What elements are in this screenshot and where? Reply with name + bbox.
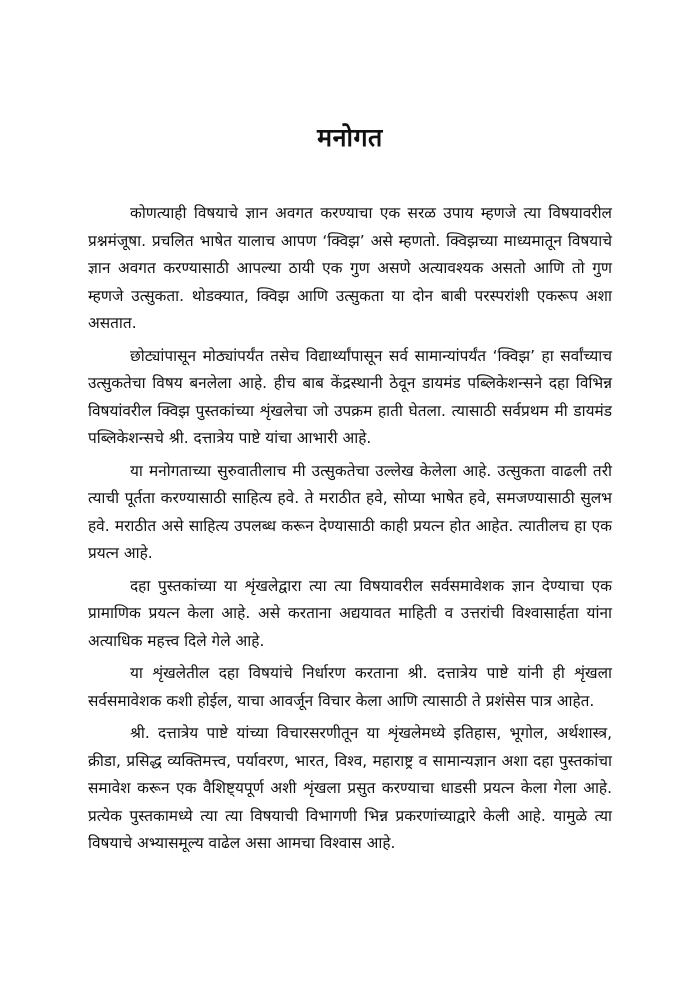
body-text [88, 200, 612, 858]
paragraph-2: छोट्यांपासून मोठ्यांपर्यंत तसेच विद्यार्थ्यांपासून सर्व सामान्यांपर्यंत ‘क्विझ’ हा सर्वांच्याच उत्सुकतेचा विषय बनलेला आहे. हीच बाब केंद्रस्थानी ठेवून डायमंड पब्लिकेशन्सने दहा विभिन्न विषयांवरील क्विझ पुस्तकांच्या शृंखलेचा जो उपक्रम हाती घेतला. त्यासाठी सर्वप्रथम मी डायमंड पब्लिकेशन्सचे श्री. दत्तात्रेय पाष्टे यांचा आभारी आहे. [88, 346, 612, 447]
page-title: मनोगत [317, 123, 383, 152]
paragraph-5: या शृंखलेतील दहा विषयांचे निर्धारण करताना श्री. दत्तात्रेय पाष्टे यांनी ही शृंखला सर्वसमावेशक कशी होईल, याचा आवर्जून विचार केला आणि त्यासाठी ते प्रशंसेस पात्र आहेत. [88, 664, 612, 710]
paragraph-6: श्री. दत्तात्रेय पाष्टे यांच्या विचारसरणीतून या शृंखलेमध्ये इतिहास, भूगोल, अर्थशास्त्र, क्रीडा, प्रसिद्ध व्यक्तिमत्त्व, पर्यावरण, भारत, विश्व, महाराष्ट्र व सामान्यज्ञान अशा दहा पुस्तकांचा समावेश करून एक वैशिष्ट्यपूर्ण अशी शृंखला प्रसुत करण्याचा धाडसी प्रयत्न केला गेला आहे. प्रत्येक पुस्तकामध्ये त्या त्या विषयाची विभागणी भिन्न प्रकरणांच्याद्वारे केली आहे. यामुळे त्या विषयाचे अभ्यासमूल्य वाढेल असा आमचा विश्वास आहे. [88, 724, 612, 852]
paragraph-3: या मनोगताच्या सुरुवातीलाच मी उत्सुकतेचा उल्लेख केलेला आहे. उत्सुकता वाढली तरी त्याची पूर्तता करण्यासाठी साहित्य हवे. ते मराठीत हवे, सोप्या भाषेत हवे, समजण्यासाठी सुलभ हवे. मराठीत असे साहित्य उपलब्ध करून देण्यासाठी काही प्रयत्न होत आहेत. त्यातीलच हा एक प्रयत्न आहे. [88, 461, 612, 562]
paragraph-1: कोणत्याही विषयाचे ज्ञान अवगत करण्याचा एक सरळ उपाय म्हणजे त्या विषयावरील प्रश्नमंजूषा. प्रचलित भाषेत यालाच आपण ‘क्विझ’ असे म्हणतो. क्विझच्या माध्यमातून विषयाचे ज्ञान अवगत करण्यासाठी आपल्या ठायी एक गुण असणे अत्यावश्यक असतो आणि तो गुण म्हणजे उत्सुकता. थोडक्यात, क्विझ आणि उत्सुकता या दोन बाबी परस्परांशी एकरूप अशा असतात. [88, 204, 612, 332]
paragraph-4: दहा पुस्तकांच्या या शृंखलेद्वारा त्या त्या विषयावरील सर्वसमावेशक ज्ञान देण्याचा एक प्रामाणिक प्रयत्न केला आहे. असे करताना अद्ययावत माहिती व उत्तरांची विश्वासार्हता यांना अत्याधिक महत्त्व दिले गेले आहे. [88, 576, 612, 650]
